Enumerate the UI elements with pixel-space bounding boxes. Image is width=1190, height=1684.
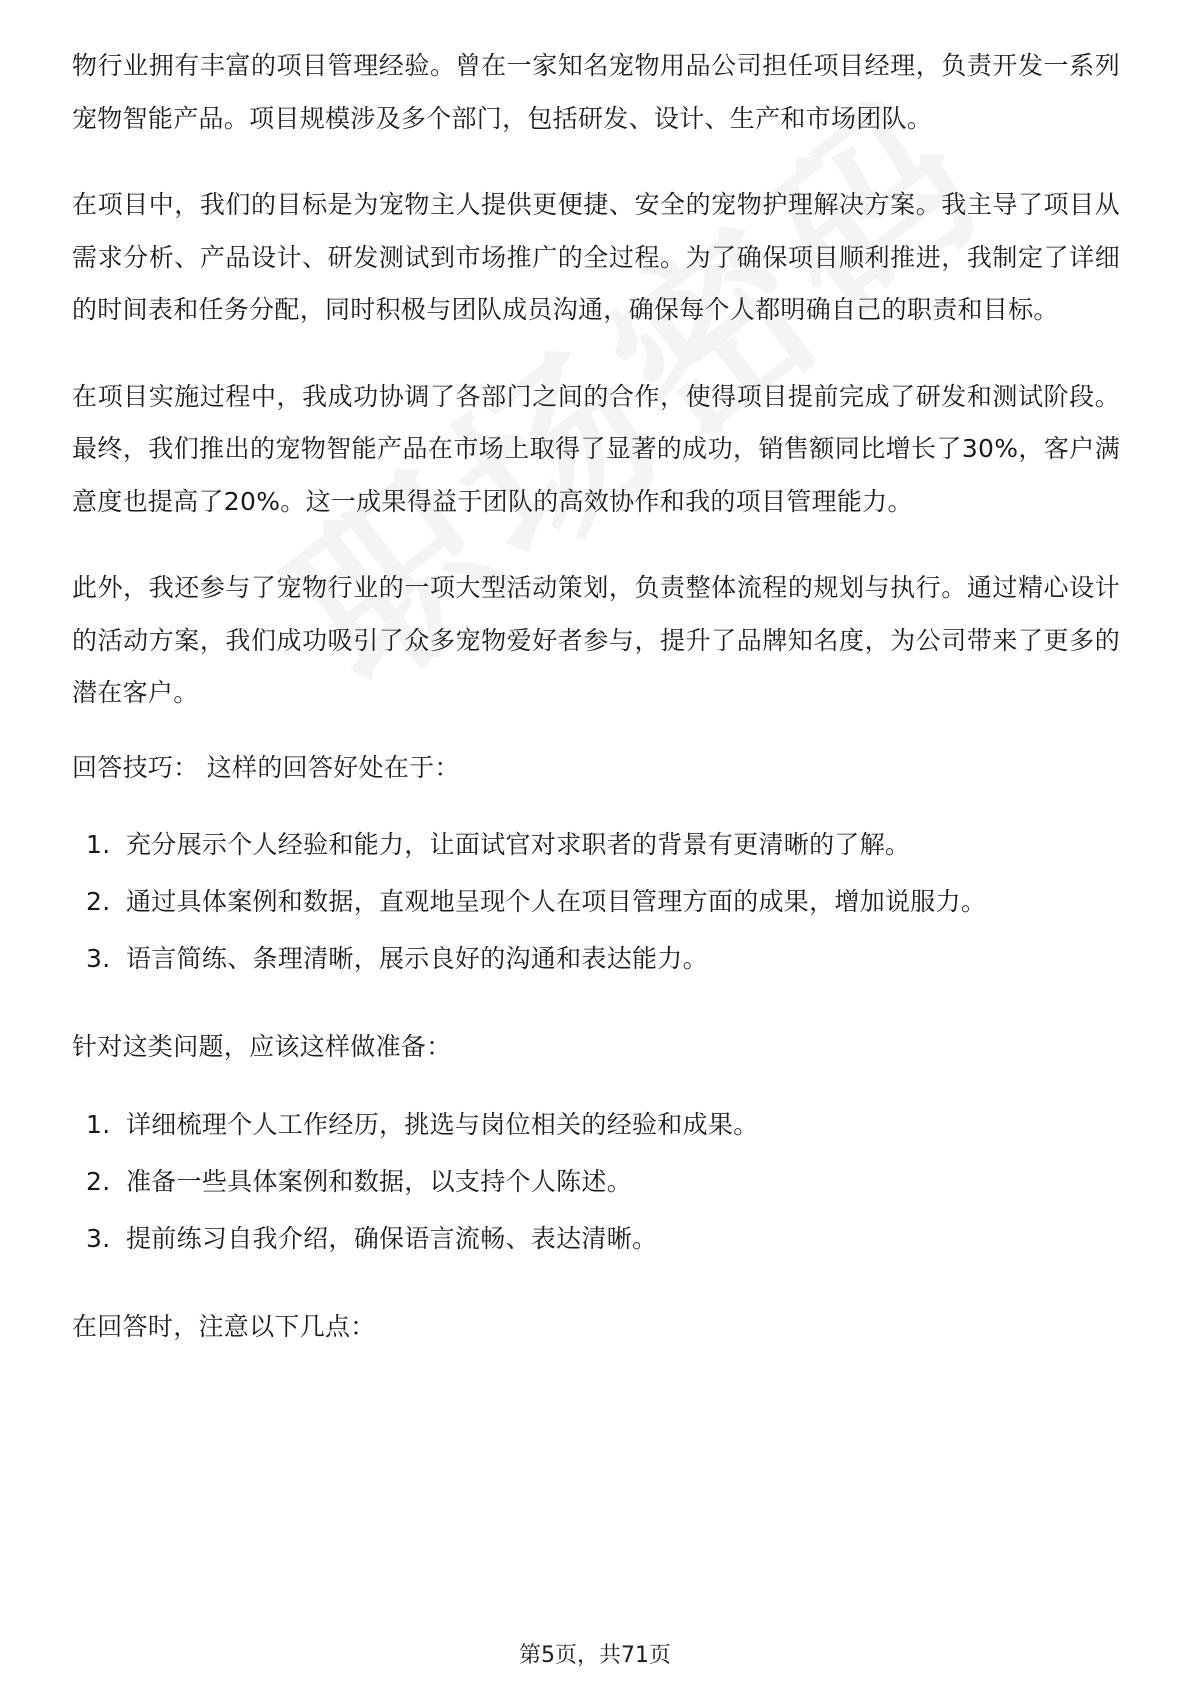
list-item <box>72 930 1120 987</box>
page-footer: 第5页，共71页 <box>519 1643 671 1668</box>
tips-list <box>72 816 1120 987</box>
list-item <box>72 1153 1120 1210</box>
list-item <box>72 873 1120 930</box>
paragraph-event: 此外，我还参与了宠物行业的一项大型活动策划，负责整体流程的规划与执行。通过精心设计的活动方案，我们成功吸引了众多宠物爱好者参与，提升了品牌知名度，为公司带来了更多的潜在客户。 <box>72 573 1120 707</box>
paragraph-intro: 物行业拥有丰富的项目管理经验。曾在一家知名宠物用品公司担任项目经理，负责开发一系列宠物智能产品。项目规模涉及多个部门，包括研发、设计、生产和市场团队。 <box>72 51 1120 133</box>
tips-heading: 回答技巧： 这样的回答好处在于： <box>72 752 460 782</box>
list-text: 提前练习自我介绍，确保语言流畅、表达清晰。 <box>126 1223 658 1253</box>
prep-heading: 针对这类问题，应该这样做准备： <box>72 1032 452 1061</box>
list-text: 通过具体案例和数据，直观地呈现个人在项目管理方面的成果，增加说服力。 <box>126 887 987 916</box>
notes-heading: 在回答时，注意以下几点： <box>72 1311 376 1341</box>
list-number: 2. <box>86 887 111 916</box>
list-item <box>72 816 1120 873</box>
list-item <box>72 1210 1120 1267</box>
paragraph-result: 在项目实施过程中，我成功协调了各部门之间的合作，使得项目提前完成了研发和测试阶段。最终，我们推出的宠物智能产品在市场上取得了显著的成功，销售额同比增长了30%，客户满意度也提高了20%。这一成果得益于团队的高效协作和我的项目管理能力。 <box>72 381 1120 516</box>
list-text: 充分展示个人经验和能力，让面试官对求职者的背景有更清晰的了解。 <box>126 830 911 859</box>
list-text: 语言简练、条理清晰，展示良好的沟通和表达能力。 <box>126 944 708 973</box>
document-page <box>72 40 1120 1387</box>
list-text: 详细梳理个人工作经历，挑选与岗位相关的经验和成果。 <box>126 1109 759 1139</box>
list-text: 准备一些具体案例和数据，以支持个人陈述。 <box>126 1166 633 1196</box>
paragraph-goal: 在项目中，我们的目标是为宠物主人提供更便捷、安全的宠物护理解决方案。我主导了项目从需求分析、产品设计、研发测试到市场推广的全过程。为了确保项目顺利推进，我制定了详细的时间表和任务分配，同时积极与团队成员沟通，确保每个人都明确自己的职责和目标。 <box>72 190 1120 324</box>
list-number: 3. <box>86 1223 111 1253</box>
list-number: 3. <box>86 944 111 973</box>
list-number: 1. <box>86 830 111 859</box>
list-item <box>72 1096 1120 1153</box>
list-number: 2. <box>86 1166 111 1196</box>
prep-list <box>72 1096 1120 1267</box>
list-number: 1. <box>86 1109 111 1139</box>
